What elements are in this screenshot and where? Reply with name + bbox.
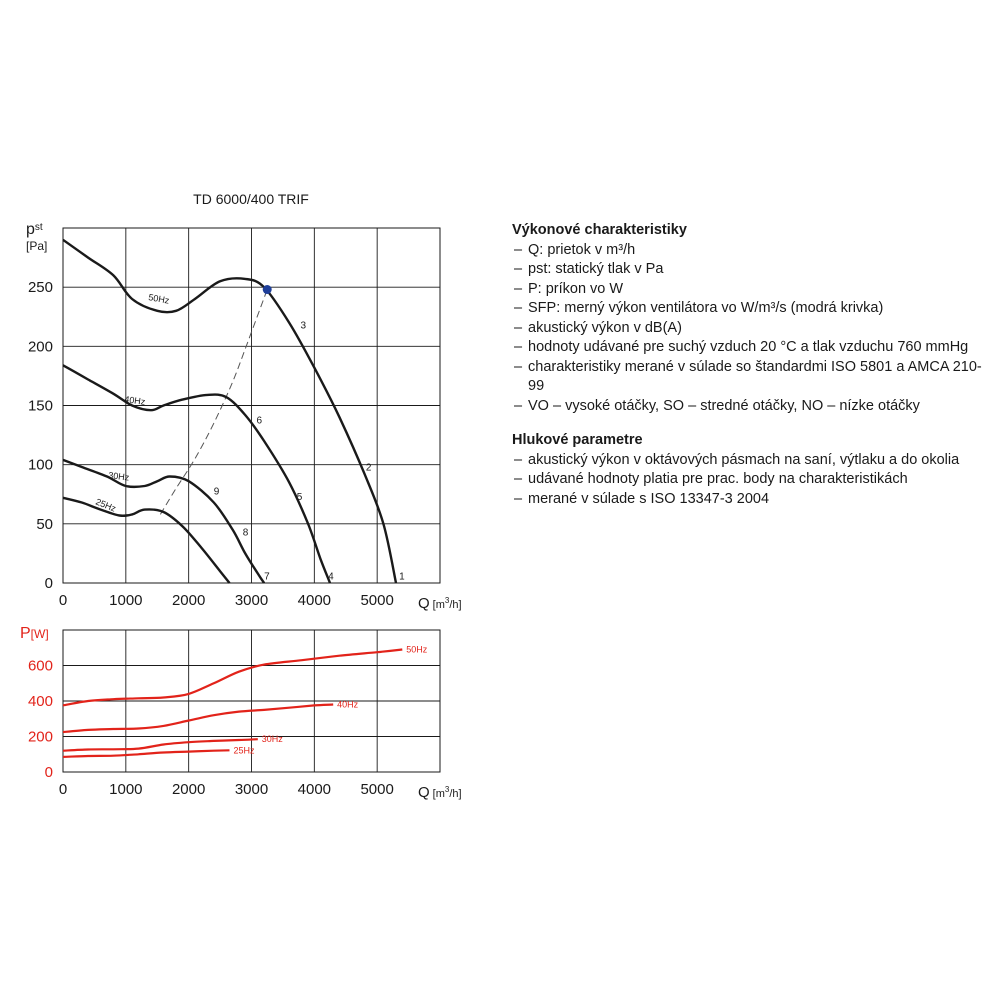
y-tick-label: 0 [44, 575, 53, 592]
x-tick-label: 4000 [297, 781, 332, 798]
y-tick-label: 200 [27, 338, 53, 356]
list-item: – pst: statický tlak v Pa [512, 260, 992, 280]
series-label: 30Hz [107, 470, 130, 483]
performance-panel [512, 221, 992, 416]
y-tick-label: 200 [27, 728, 53, 746]
x-axis-label [418, 784, 462, 801]
y-axis-label [26, 221, 43, 238]
y-tick-label: 0 [44, 764, 53, 781]
list-item: – merané v súlade s ISO 13347-3 2004 [512, 490, 992, 510]
noise-list [512, 451, 992, 510]
list-item: – akustický výkon v oktávových pásmach na saní, výtlaku a do okolia [512, 451, 992, 471]
list-item: – SFP: merný výkon ventilátora vo W/m³/s (modrá krivka) [512, 299, 992, 319]
x-tick-label: 5000 [360, 781, 394, 798]
y-tick-label: 100 [27, 456, 53, 474]
performance-list [512, 241, 992, 417]
curve-number-label: 2 [365, 462, 372, 474]
x-axis-unit: [m [432, 788, 445, 800]
y-axis-label [20, 625, 49, 642]
curve-number-label: 8 [242, 527, 249, 539]
series-label: 50Hz [406, 644, 428, 655]
x-axis-unit-end: /h] [449, 788, 462, 800]
power-curve-25hz [63, 750, 230, 757]
pressure-chart [26, 191, 462, 612]
y-tick-label: 600 [27, 657, 53, 675]
power-curve-50hz [63, 650, 402, 706]
x-axis-unit-sup: 3 [444, 596, 450, 605]
curve-number-label: 3 [300, 320, 307, 332]
series-label: 25Hz [233, 745, 255, 756]
x-axis-label [418, 595, 462, 612]
x-tick-label: 3000 [234, 592, 269, 609]
performance-heading: Výkonové charakteristiky [512, 222, 687, 238]
y-tick-label: 50 [36, 515, 53, 533]
x-tick-label: 3000 [234, 781, 269, 798]
series-label: 40Hz [337, 699, 359, 710]
noise-heading: Hlukové parametre [512, 432, 643, 448]
x-tick-label: 2000 [171, 592, 206, 609]
x-axis-label-main: Q [418, 595, 430, 612]
list-item: – akustický výkon v dB(A) [512, 319, 992, 339]
y-axis-label-main: p [26, 221, 35, 238]
power-curve-30hz [63, 739, 258, 751]
pressure-curve-50hz [63, 240, 396, 583]
x-tick-label: 1000 [109, 592, 143, 609]
x-tick-label: 0 [58, 592, 68, 609]
y-axis-unit: [Pa] [26, 239, 48, 253]
y-axis-label-sub: st [34, 222, 43, 233]
pressure-curve-25hz [63, 498, 230, 583]
x-tick-label: 5000 [360, 592, 394, 609]
y-axis-label-main: P [20, 625, 31, 642]
y-tick-label: 400 [27, 693, 53, 710]
x-tick-label: 0 [58, 781, 68, 798]
curve-number-label: 5 [296, 492, 303, 504]
series-label: 30Hz [261, 734, 283, 745]
list-item: – hodnoty udávané pre suchý vzduch 20 °C a tlak vzduchu 760 mmHg [512, 338, 992, 358]
list-item: – Q: prietok v m³/h [512, 241, 992, 261]
x-axis-unit-end: /h] [449, 599, 462, 611]
y-tick-label: 250 [27, 279, 53, 297]
list-item: – P: príkon vo W [512, 280, 992, 300]
power-chart [20, 625, 462, 801]
list-item: – udávané hodnoty platia pre prac. body na charakteristikách [512, 470, 992, 490]
operating-point [263, 285, 272, 294]
chart-title: TD 6000/400 TRIF [193, 191, 309, 207]
noise-panel [512, 431, 992, 509]
curve-number-label: 9 [213, 486, 220, 498]
y-tick-label: 150 [27, 397, 53, 415]
list-item: – charakteristiky merané v súlade so štandardmi ISO 5801 a AMCA 210-99 [512, 358, 992, 397]
curve-number-label: 4 [328, 571, 334, 583]
x-tick-label: 2000 [171, 781, 206, 798]
series-label: 50Hz [147, 292, 171, 306]
x-tick-label: 4000 [297, 592, 332, 609]
pressure-curve-30hz [63, 460, 264, 583]
x-tick-label: 1000 [109, 781, 143, 798]
list-item: – VO – vysoké otáčky, SO – stredné otáčky, NO – nízke otáčky [512, 397, 992, 417]
x-axis-unit: [m [432, 599, 445, 611]
series-label: 40Hz [123, 394, 146, 407]
x-axis-unit-sup: 3 [444, 785, 450, 794]
x-axis-label-main: Q [418, 784, 430, 801]
curve-number-label: 7 [264, 571, 270, 583]
curve-number-label: 6 [256, 415, 263, 427]
series-label: 25Hz [94, 496, 118, 514]
y-axis-unit: [W] [30, 627, 49, 641]
power-curve-40hz [63, 705, 333, 733]
curve-number-label: 1 [399, 571, 405, 583]
